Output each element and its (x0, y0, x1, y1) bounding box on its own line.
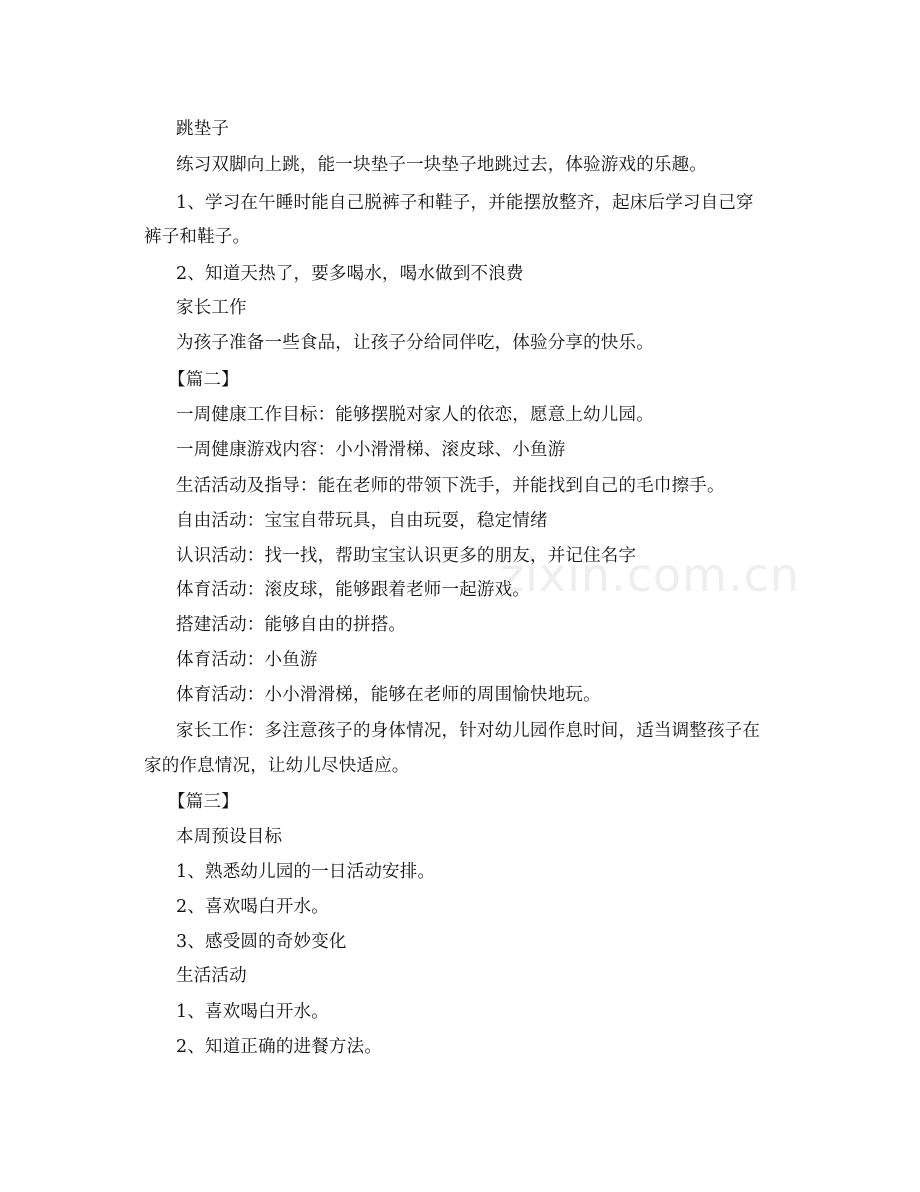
list-item-1: 1、学习在午睡时能自己脱裤子和鞋子，并能摆放整齐，起床后学习自己穿 (176, 193, 754, 213)
paragraph-line: 练习双脚向上跳，能一块垫子一块垫子地跳过去，体验游戏的乐趣。 (176, 155, 707, 175)
paragraph-line: 搭建活动：能够自由的拼搭。 (176, 615, 407, 635)
paragraph-line: 一周健康游戏内容：小小滑滑梯、滚皮球、小鱼游 (176, 440, 566, 460)
list-item-1-continued: 裤子和鞋子。 (144, 227, 251, 247)
section-heading-weekly-goals: 本周预设目标 (176, 827, 283, 847)
paragraph-line: 体育活动：小鱼游 (176, 650, 318, 670)
section-heading-daily-activities: 生活活动 (176, 966, 247, 986)
section-title-part-three: 【篇三】 (168, 792, 239, 812)
list-item-3: 3、感受圆的奇妙变化 (176, 932, 347, 952)
paragraph-line-continued: 家的作息情况，让幼儿尽快适应。 (144, 756, 410, 776)
paragraph-line: 体育活动：小小滑滑梯，能够在老师的周围愉快地玩。 (176, 685, 601, 705)
list-item-1: 1、熟悉幼儿园的一日活动安排。 (176, 862, 436, 882)
heading-tiao-dianzi: 跳垫子 (176, 119, 230, 139)
paragraph-line: 认识活动：找一找，帮助宝宝认识更多的朋友，并记住名字 (176, 546, 637, 566)
paragraph-line: 体育活动：滚皮球，能够跟着老师一起游戏。 (176, 580, 530, 600)
paragraph-line: 家长工作：多注意孩子的身体情况，针对幼儿园作息时间，适当调整孩子在 (176, 721, 761, 741)
paragraph-line: 自由活动：宝宝自带玩具，自由玩耍，稳定情绪 (176, 511, 548, 531)
section-heading-parent-work: 家长工作 (176, 298, 247, 318)
watermark-text: zixin.com.cn (500, 548, 801, 602)
section-title-part-two: 【篇二】 (168, 370, 239, 390)
paragraph-line: 为孩子准备一些食品，让孩子分给同伴吃，体验分享的快乐。 (176, 333, 654, 353)
list-item-2: 2、知道天热了，要多喝水，喝水做到不浪费 (176, 264, 524, 284)
list-item-1: 1、喜欢喝白开水。 (176, 1002, 329, 1022)
paragraph-line: 一周健康工作目标：能够摆脱对家人的依恋，愿意上幼儿园。 (176, 405, 654, 425)
list-item-2: 2、喜欢喝白开水。 (176, 897, 329, 917)
paragraph-line: 生活活动及指导：能在老师的带领下洗手，并能找到自己的毛巾擦手。 (176, 476, 725, 496)
list-item-2: 2、知道正确的进餐方法。 (176, 1037, 383, 1057)
